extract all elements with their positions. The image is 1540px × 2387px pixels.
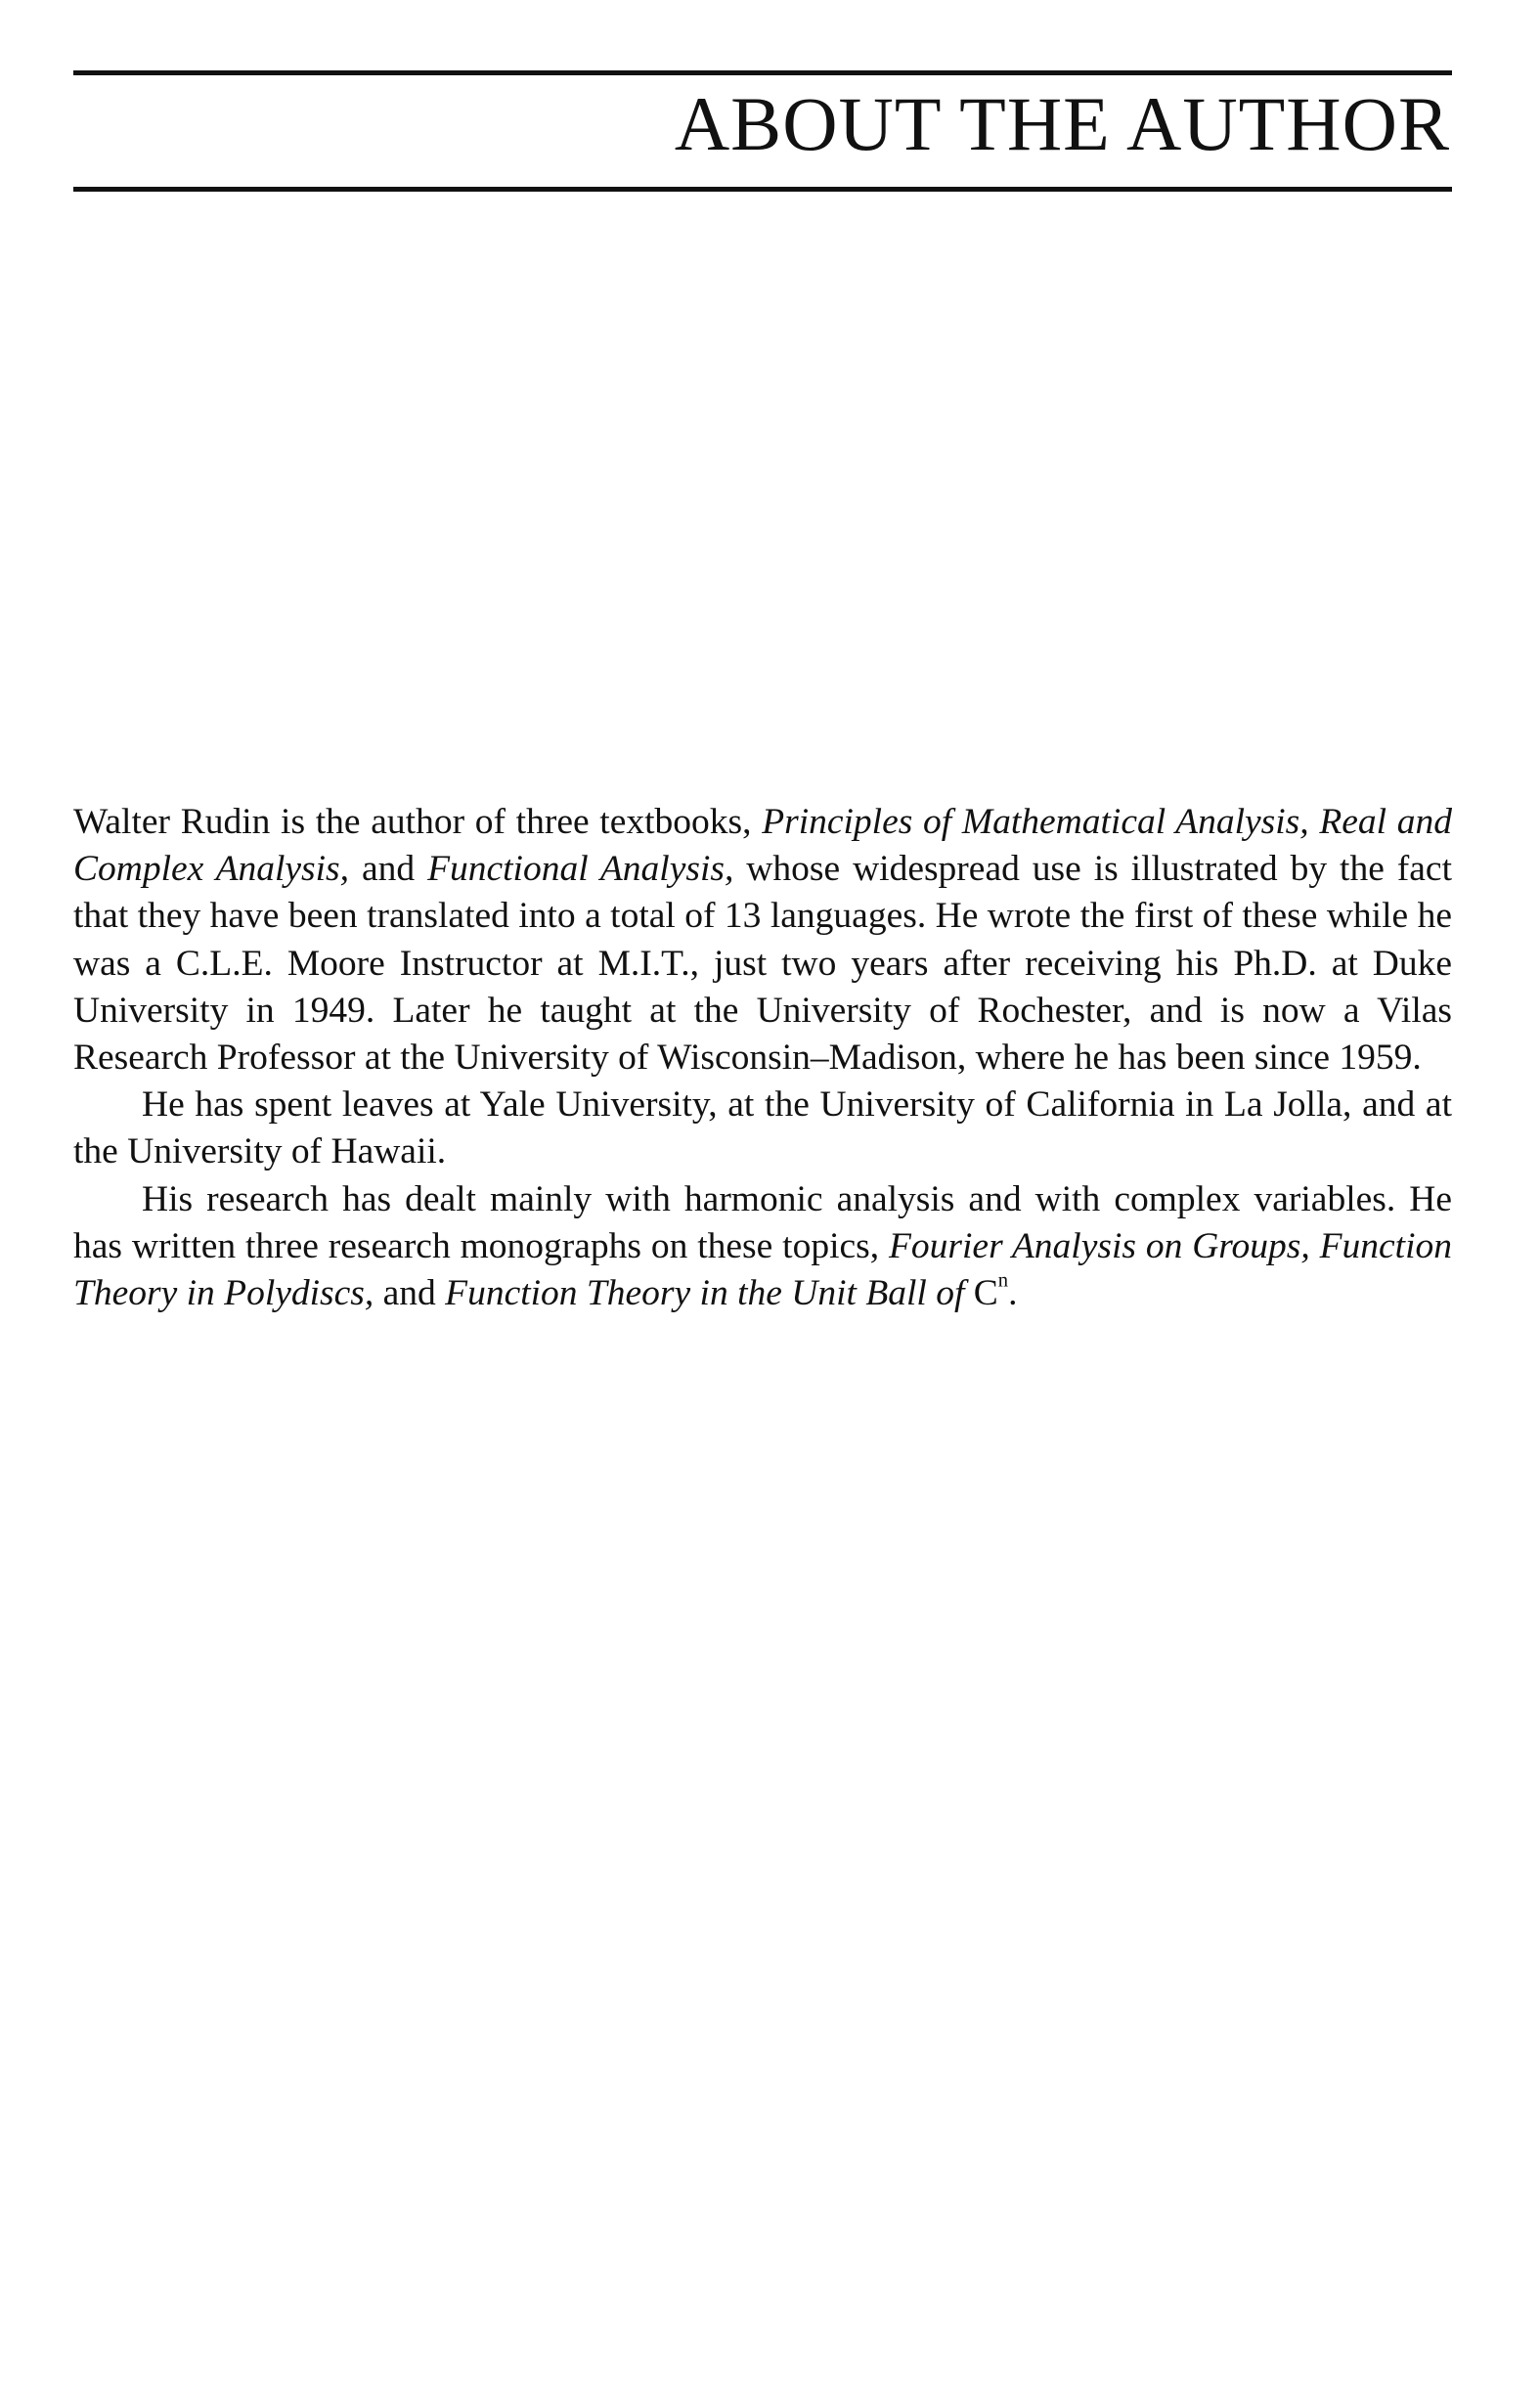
book-title-principles: Principles of Mathematical Analysis, — [762, 802, 1309, 842]
author-biography — [73, 799, 1452, 1317]
book-title-real-complex: Real and Complex Analysis, — [73, 802, 1452, 890]
bio-p3-text-1: His research has dealt mainly with harmonic analysis and with complex variables. He has written three research monographs on these topics, — [73, 1178, 1452, 1266]
bio-p1-text-4: whose widespread use is illustrated by the fact that they have been translated into a total of 13 languages. He wrote the first of these while he was a C.L.E. Moore Instructor at M.I.T., just two years after receiving his Ph.D. at Duke University in 1949. Later he taught at the University of Rochester, and is now a Vilas Research Professor at the University of Wisconsin–Madison, where he has been since 1959. — [73, 849, 1452, 1079]
header-rule-bottom — [73, 187, 1452, 192]
bio-p1-text-1: Walter Rudin is the author of three textbooks, — [73, 802, 763, 842]
bio-p1-text-2 — [1309, 802, 1320, 842]
bio-paragraph-2: He has spent leaves at Yale University, at the University of California in La Jolla, and at the University of Hawaii. — [73, 1084, 1452, 1172]
book-title-fourier: Fourier Analysis on Groups, — [889, 1225, 1310, 1266]
complex-space-symbol: $C^n$ — [973, 1269, 1009, 1314]
bio-paragraph-1 — [73, 799, 1452, 1082]
bio-p3-text-3: and — [374, 1273, 446, 1314]
book-title-unit-ball: Function Theory in the Unit Ball of — [445, 1273, 974, 1314]
book-title-functional: Functional Analysis, — [427, 849, 734, 890]
bio-p1-text-3: and — [349, 849, 428, 890]
bio-p3-text-2 — [1310, 1226, 1320, 1266]
bio-p3-end: . — [1008, 1273, 1018, 1314]
header-rule-top — [73, 70, 1452, 75]
page-title: ABOUT THE AUTHOR — [674, 81, 1450, 166]
book-title-polydiscs: Function Theory in Polydiscs, — [73, 1225, 1453, 1314]
bio-paragraph-3 — [73, 1176, 1452, 1318]
